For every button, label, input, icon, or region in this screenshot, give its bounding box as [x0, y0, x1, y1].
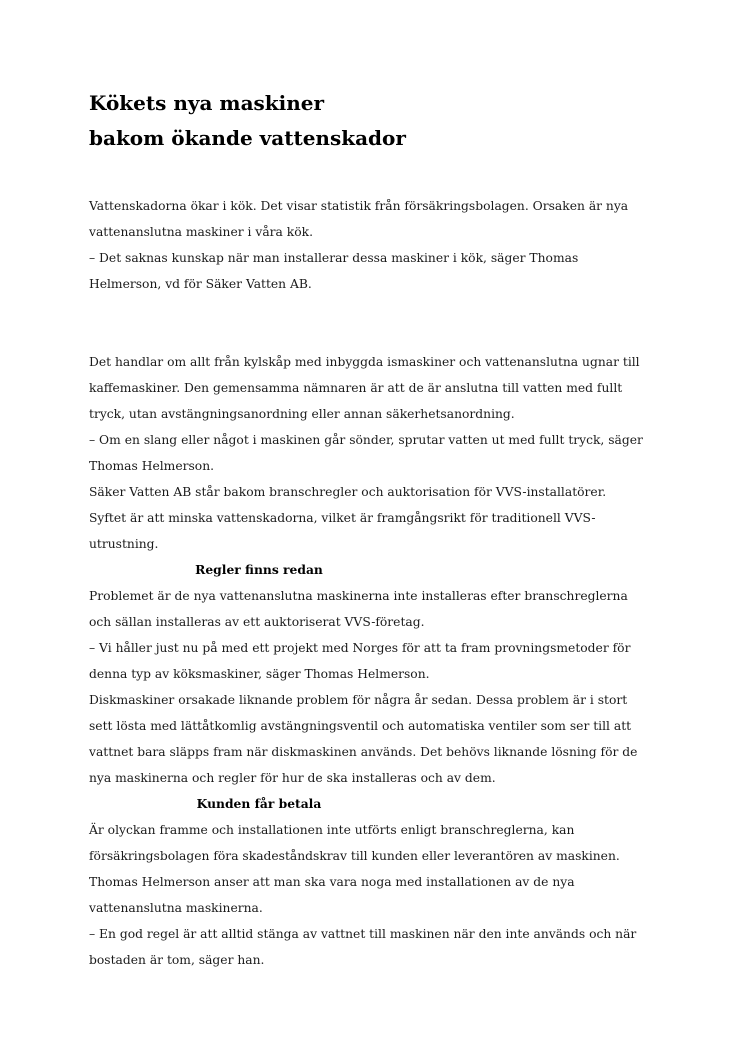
text-line: Vattenskadorna ökar i kök. Det visar statistik från försäkringsbolagen. Orsaken är nya [89, 199, 629, 213]
text-line: bostaden är tom, säger han. [89, 953, 265, 967]
text-line: vattenanslutna maskiner i våra kök. [89, 225, 313, 239]
subheading-customer: Kunden får betala [196, 796, 322, 811]
text-line: – Vi håller just nu på med ett projekt med Norges för att ta fram provningsmetoder för [89, 641, 631, 655]
text-line: kaffemaskiner. Den gemensamma nämnaren är att de är anslutna till vatten med fullt [89, 381, 623, 395]
paragraph-intro [89, 193, 679, 297]
text-line: nya maskinerna och regler för hur de ska installeras och av dem. [89, 771, 496, 785]
paragraph-rules [89, 583, 679, 791]
article-body [89, 193, 679, 973]
text-line: utrustning. [89, 537, 159, 551]
text-line: Säker Vatten AB står bakom branschregler och auktorisation för VVS-installatörer. [89, 485, 607, 499]
text-line: och sällan installeras av ett auktoriserat VVS-företag. [89, 615, 425, 629]
paragraph-gap [89, 323, 679, 349]
text-line: – Om en slang eller något i maskinen går sönder, sprutar vatten ut med fullt tryck, säger [89, 433, 643, 447]
text-line: vattenanslutna maskinerna. [89, 901, 263, 915]
text-line: Diskmaskiner orsakade liknande problem för några år sedan. Dessa problem är i stort [89, 693, 628, 707]
text-line: vattnet bara släpps fram när diskmaskinen används. Det behövs liknande lösning för de [89, 745, 638, 759]
text-line: Problemet är de nya vattenanslutna maskinerna inte installeras efter branschreglerna [89, 589, 628, 603]
article-title [89, 86, 689, 156]
text-line: Är olyckan framme och installationen inte utförts enligt branschreglerna, kan [89, 823, 575, 837]
text-line: tryck, utan avstängningsanordning eller annan säkerhetsanordning. [89, 407, 515, 421]
title-line: bakom ökande vattenskador [89, 126, 406, 150]
text-line: sett lösta med lättåtkomlig avstängningsventil och automatiska ventiler som ser till att [89, 719, 632, 733]
paragraph-gap [89, 297, 679, 323]
paragraph-customer [89, 817, 679, 973]
text-line: försäkringsbolagen föra skadeståndskrav till kunden eller leverantören av maskinen. [89, 849, 620, 863]
text-line: Thomas Helmerson anser att man ska vara noga med installationen av de nya [89, 875, 575, 889]
subheading-rules: Regler finns redan [195, 562, 323, 577]
text-line: denna typ av köksmaskiner, säger Thomas Helmerson. [89, 667, 430, 681]
text-line: Helmerson, vd för Säker Vatten AB. [89, 277, 312, 291]
text-line: – En god regel är att alltid stänga av vattnet till maskinen när den inte används och när [89, 927, 637, 941]
text-line: Det handlar om allt från kylskåp med inbyggda ismaskiner och vattenanslutna ugnar till [89, 355, 640, 369]
text-line: – Det saknas kunskap när man installerar dessa maskiner i kök, säger Thomas [89, 251, 579, 265]
text-line: Syftet är att minska vattenskadorna, vilket är framgångsrikt för traditionell VVS- [89, 511, 596, 525]
paragraph-machines [89, 349, 679, 557]
title-line: Kökets nya maskiner [89, 91, 325, 115]
text-line: Thomas Helmerson. [89, 459, 215, 473]
